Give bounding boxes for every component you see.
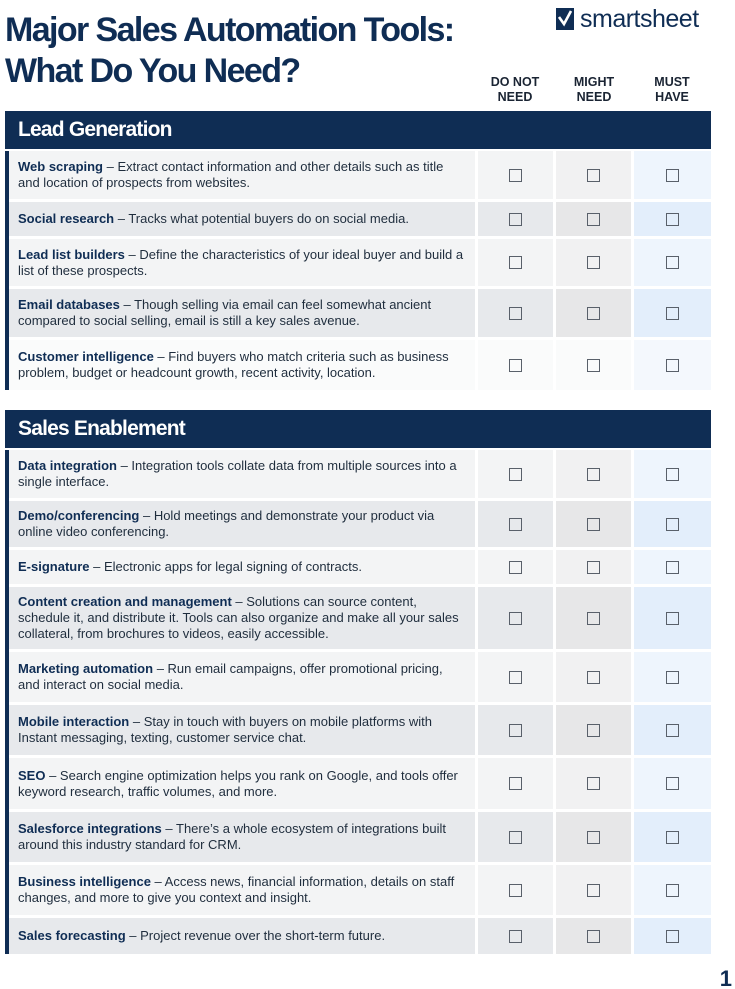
- checkbox-must-have[interactable]: [666, 256, 679, 269]
- table-row: [9, 340, 711, 390]
- checkbox-do-not-need[interactable]: [509, 256, 522, 269]
- checkbox-must-have[interactable]: [666, 307, 679, 320]
- row-term: Web scraping: [18, 159, 104, 174]
- table-row: [9, 151, 711, 199]
- row-text: – Project revenue over the short-term future.: [125, 928, 386, 943]
- row-term: Mobile interaction: [18, 714, 130, 729]
- row-text: – Tracks what potential buyers do on social media.: [114, 211, 409, 226]
- checkbox-might-need[interactable]: [587, 671, 600, 684]
- row-text: – Access news, financial information, details on staff changes, and more to give you context and insight.: [18, 874, 455, 905]
- checkbox-must-have[interactable]: [666, 213, 679, 226]
- row-term: Customer intelligence: [18, 349, 154, 364]
- checkbox-must-have[interactable]: [666, 468, 679, 481]
- checkbox-might-need[interactable]: [587, 884, 600, 897]
- section-header: Lead Generation: [5, 111, 711, 149]
- section-lead-generation: [5, 111, 711, 390]
- checkbox-might-need[interactable]: [587, 468, 600, 481]
- page-title-line-1: Major Sales Automation Tools:: [5, 11, 454, 49]
- row-description: [9, 587, 475, 649]
- checkbox-might-need[interactable]: [587, 612, 600, 625]
- column-header-must-have: MUST HAVE: [654, 75, 690, 104]
- checkbox-do-not-need[interactable]: [509, 612, 522, 625]
- smartsheet-logo-icon: [556, 8, 574, 30]
- row-term: Social research: [18, 211, 115, 226]
- checkbox-must-have[interactable]: [666, 724, 679, 737]
- checkbox-might-need[interactable]: [587, 359, 600, 372]
- column-header-do-not-need: DO NOT NEED: [490, 75, 540, 104]
- table-row: [9, 812, 711, 862]
- row-term: Salesforce integrations: [18, 821, 162, 836]
- checkbox-do-not-need[interactable]: [509, 518, 522, 531]
- checkbox-must-have[interactable]: [666, 518, 679, 531]
- row-description: [9, 918, 475, 954]
- row-description: [9, 202, 475, 236]
- row-text: – Search engine optimization helps you rank on Google, and tools offer keyword research, traffic volumes, and more.: [18, 767, 458, 799]
- checkbox-must-have[interactable]: [666, 561, 679, 574]
- checkbox-might-need[interactable]: [587, 256, 600, 269]
- row-description: [9, 865, 475, 915]
- row-description: [9, 758, 475, 809]
- row-term: Data integration: [18, 458, 117, 473]
- checkbox-do-not-need[interactable]: [509, 169, 522, 182]
- row-text: – Extract contact information and other details such as title and location of prospects from websites.: [18, 159, 444, 190]
- checkbox-must-have[interactable]: [666, 831, 679, 844]
- checkbox-must-have[interactable]: [666, 884, 679, 897]
- checkbox-must-have[interactable]: [666, 930, 679, 943]
- row-text: – There’s a whole ecosystem of integrations built around this industry standard for CRM.: [18, 821, 447, 852]
- row-term: Content creation and management: [18, 594, 232, 609]
- checkbox-might-need[interactable]: [587, 561, 600, 574]
- row-description: [9, 151, 475, 199]
- page-title: [5, 10, 485, 92]
- section-sales-enablement: [5, 410, 711, 954]
- row-text: – Run email campaigns, offer promotional pricing, and interact on social media.: [18, 661, 443, 692]
- checkbox-do-not-need[interactable]: [509, 468, 522, 481]
- checkbox-do-not-need[interactable]: [509, 307, 522, 320]
- row-text: – Stay in touch with buyers on mobile platforms with Instant messaging, texting, customer service chat.: [18, 714, 432, 745]
- row-description: [9, 652, 475, 702]
- row-description: [9, 239, 475, 286]
- column-header-might-need: MIGHT NEED: [573, 75, 615, 104]
- row-term: SEO: [18, 767, 46, 783]
- table-row: [9, 587, 711, 649]
- checkbox-might-need[interactable]: [587, 777, 600, 790]
- row-description: [9, 812, 475, 862]
- table-row: [9, 239, 711, 286]
- checkbox-must-have[interactable]: [666, 169, 679, 182]
- checkbox-might-need[interactable]: [587, 724, 600, 737]
- table-row: [9, 652, 711, 702]
- checkbox-do-not-need[interactable]: [509, 831, 522, 844]
- row-description: [9, 550, 475, 584]
- table-row: [9, 550, 711, 584]
- checkbox-must-have[interactable]: [666, 612, 679, 625]
- checkbox-do-not-need[interactable]: [509, 359, 522, 372]
- checkbox-do-not-need[interactable]: [509, 930, 522, 943]
- row-text: – Hold meetings and demonstrate your product via online video conferencing.: [18, 508, 435, 539]
- row-description: [9, 289, 475, 337]
- checkbox-might-need[interactable]: [587, 930, 600, 943]
- table-row: [9, 918, 711, 954]
- checkbox-do-not-need[interactable]: [509, 671, 522, 684]
- row-description: [9, 501, 475, 547]
- row-text: – Solutions can source content, schedule it, and distribute it. Tools can also organize and make all your sales collateral, from brochures to videos, easily accessible.: [18, 594, 459, 641]
- checkbox-do-not-need[interactable]: [509, 724, 522, 737]
- checkbox-might-need[interactable]: [587, 518, 600, 531]
- table-row: [9, 758, 711, 809]
- row-text: – Define the characteristics of your ideal buyer and build a list of these prospects.: [18, 246, 464, 278]
- row-description: [9, 705, 475, 755]
- checkbox-do-not-need[interactable]: [509, 561, 522, 574]
- row-term: Sales forecasting: [18, 928, 126, 943]
- section-header: Sales Enablement: [5, 410, 711, 448]
- smartsheet-logo-text: smartsheet: [580, 4, 699, 33]
- row-text: – Integration tools collate data from multiple sources into a single interface.: [18, 458, 457, 489]
- table-row: [9, 450, 711, 498]
- table-row: [9, 865, 711, 915]
- checkbox-do-not-need[interactable]: [509, 777, 522, 790]
- checkbox-do-not-need[interactable]: [509, 884, 522, 897]
- page-number: 1: [719, 966, 732, 989]
- row-term: E-signature: [18, 559, 90, 574]
- table-row: [9, 705, 711, 755]
- checkbox-must-have[interactable]: [666, 359, 679, 372]
- row-term: Email databases: [18, 297, 120, 312]
- row-term: Demo/conferencing: [18, 508, 140, 523]
- row-text: – Find buyers who match criteria such as business problem, budget or headcount growth, recent activity, location.: [18, 349, 449, 380]
- row-description: [9, 340, 475, 390]
- smartsheet-logo: [556, 4, 699, 34]
- checkbox-must-have[interactable]: [666, 777, 679, 790]
- row-text: – Though selling via email can feel somewhat ancient compared to social selling, email is still a key sales avenue.: [18, 297, 432, 328]
- page-title-line-2: What Do You Need?: [5, 52, 300, 90]
- checkbox-might-need[interactable]: [587, 213, 600, 226]
- table-row: [9, 289, 711, 337]
- table-row: [9, 501, 711, 547]
- section-rows: [5, 450, 711, 954]
- checkbox-must-have[interactable]: [666, 671, 679, 684]
- checkbox-might-need[interactable]: [587, 307, 600, 320]
- row-term: Lead list builders: [18, 246, 125, 262]
- table-row: [9, 202, 711, 236]
- row-term: Business intelligence: [18, 874, 151, 889]
- checkbox-do-not-need[interactable]: [509, 213, 522, 226]
- checkbox-might-need[interactable]: [587, 169, 600, 182]
- row-term: Marketing automation: [18, 661, 154, 676]
- section-rows: [5, 151, 711, 390]
- row-text: – Electronic apps for legal signing of contracts.: [89, 559, 362, 574]
- row-description: [9, 450, 475, 498]
- checkbox-might-need[interactable]: [587, 831, 600, 844]
